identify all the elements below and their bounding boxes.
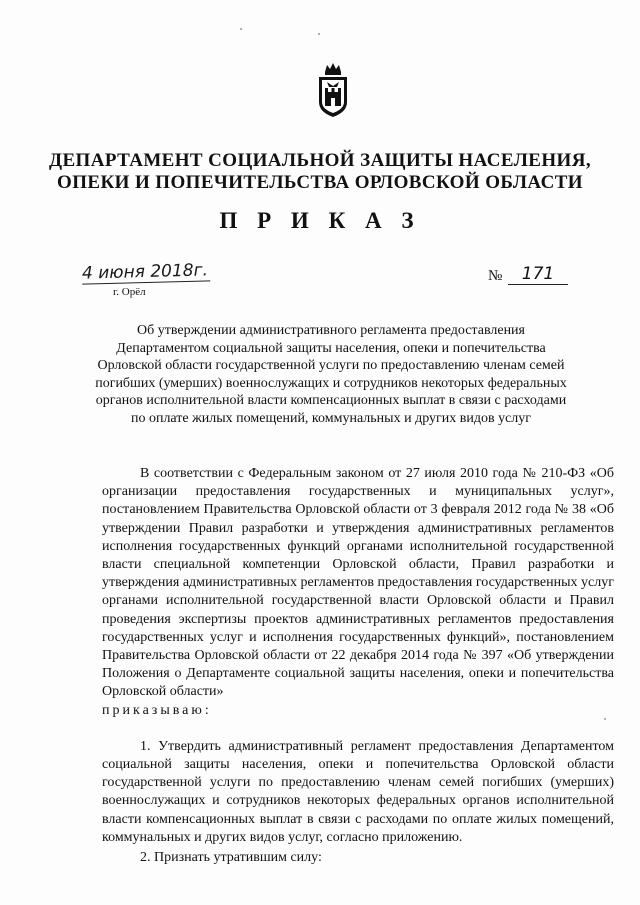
preamble-paragraph: В соответствии с Федеральным законом от 27 июля 2010 года № 210-ФЗ «Об организации предоставления государственных и муниципальных услуг», постановлением Правительства Орловской области от 3 февраля 2012 года № 38 «Об утверждении Правил разработки и утверждения административных регламентов исполнения государственных функций органами исполнительной государственной власти специальной компетенции Орловской области, Правил разработки и утверждения административных регламентов предоставления государственных услуг органами исполнительной государственной власти Орловской области и Правил проведения экспертизы проектов административных регламентов предоставления государственных услуг и исполнения государственных функций», постановлением Правительства Орловской области от 22 декабря 2014 года № 397 «Об утверждении Положения о Департаменте социальной защиты населения, опеки и попечительства Орловской области»	[102, 466, 614, 700]
order-subject	[90, 322, 572, 427]
scan-artifact	[604, 718, 606, 720]
order-word: приказываю:	[102, 702, 212, 718]
coat-of-arms-emblem	[316, 60, 350, 120]
department-name	[40, 150, 600, 194]
scan-artifact	[240, 28, 242, 30]
city-label: г. Орёл	[113, 286, 146, 298]
subject-line: Об утверждении административного регламента предоставления	[137, 323, 525, 338]
subject-line: по оплате жилых помещений, коммунальных и других видов услуг	[130, 410, 532, 426]
document-type-title: П Р И К А З	[219, 208, 421, 233]
order-item-1: 1. Утвердить административный регламент предоставления Департаментом социальной защиты населения, опеки и попечительства Орловской области государственной услуги по предоставлению членам семей погибших (умерших) военнослужащих и сотрудников некоторых федеральных органов исполнительной власти компенсационных выплат в связи с расходами по оплате жилых помещений, коммунальных и других видов услуг, согласно приложению.	[102, 738, 614, 845]
number-label: №	[488, 268, 503, 284]
order-body	[102, 465, 614, 867]
handwritten-number: 171	[508, 264, 568, 285]
paragraph-gap	[102, 720, 614, 738]
department-line-2: ОПЕКИ И ПОПЕЧИТЕЛЬСТВА ОРЛОВСКОЙ ОБЛАСТИ	[57, 172, 583, 193]
scan-artifact	[318, 33, 320, 35]
department-line-1: ДЕПАРТАМЕНТ СОЦИАЛЬНОЙ ЗАЩИТЫ НАСЕЛЕНИЯ,	[49, 150, 591, 171]
order-item-2: 2. Признать утратившим силу:	[140, 850, 322, 866]
handwritten-date: 4 июня 2018г.	[82, 260, 211, 284]
subject-line: Департаментом социальной защиты населения, опеки и попечительства	[116, 340, 546, 356]
subject-line: Орловской области государственной услуги по предоставлению членам семей	[97, 358, 565, 373]
subject-line: погибших (умерших) военнослужащих и сотрудников некоторых федеральных	[95, 375, 567, 391]
subject-line: органов исполнительной власти компенсационных выплат в связи с расходами	[95, 393, 567, 408]
